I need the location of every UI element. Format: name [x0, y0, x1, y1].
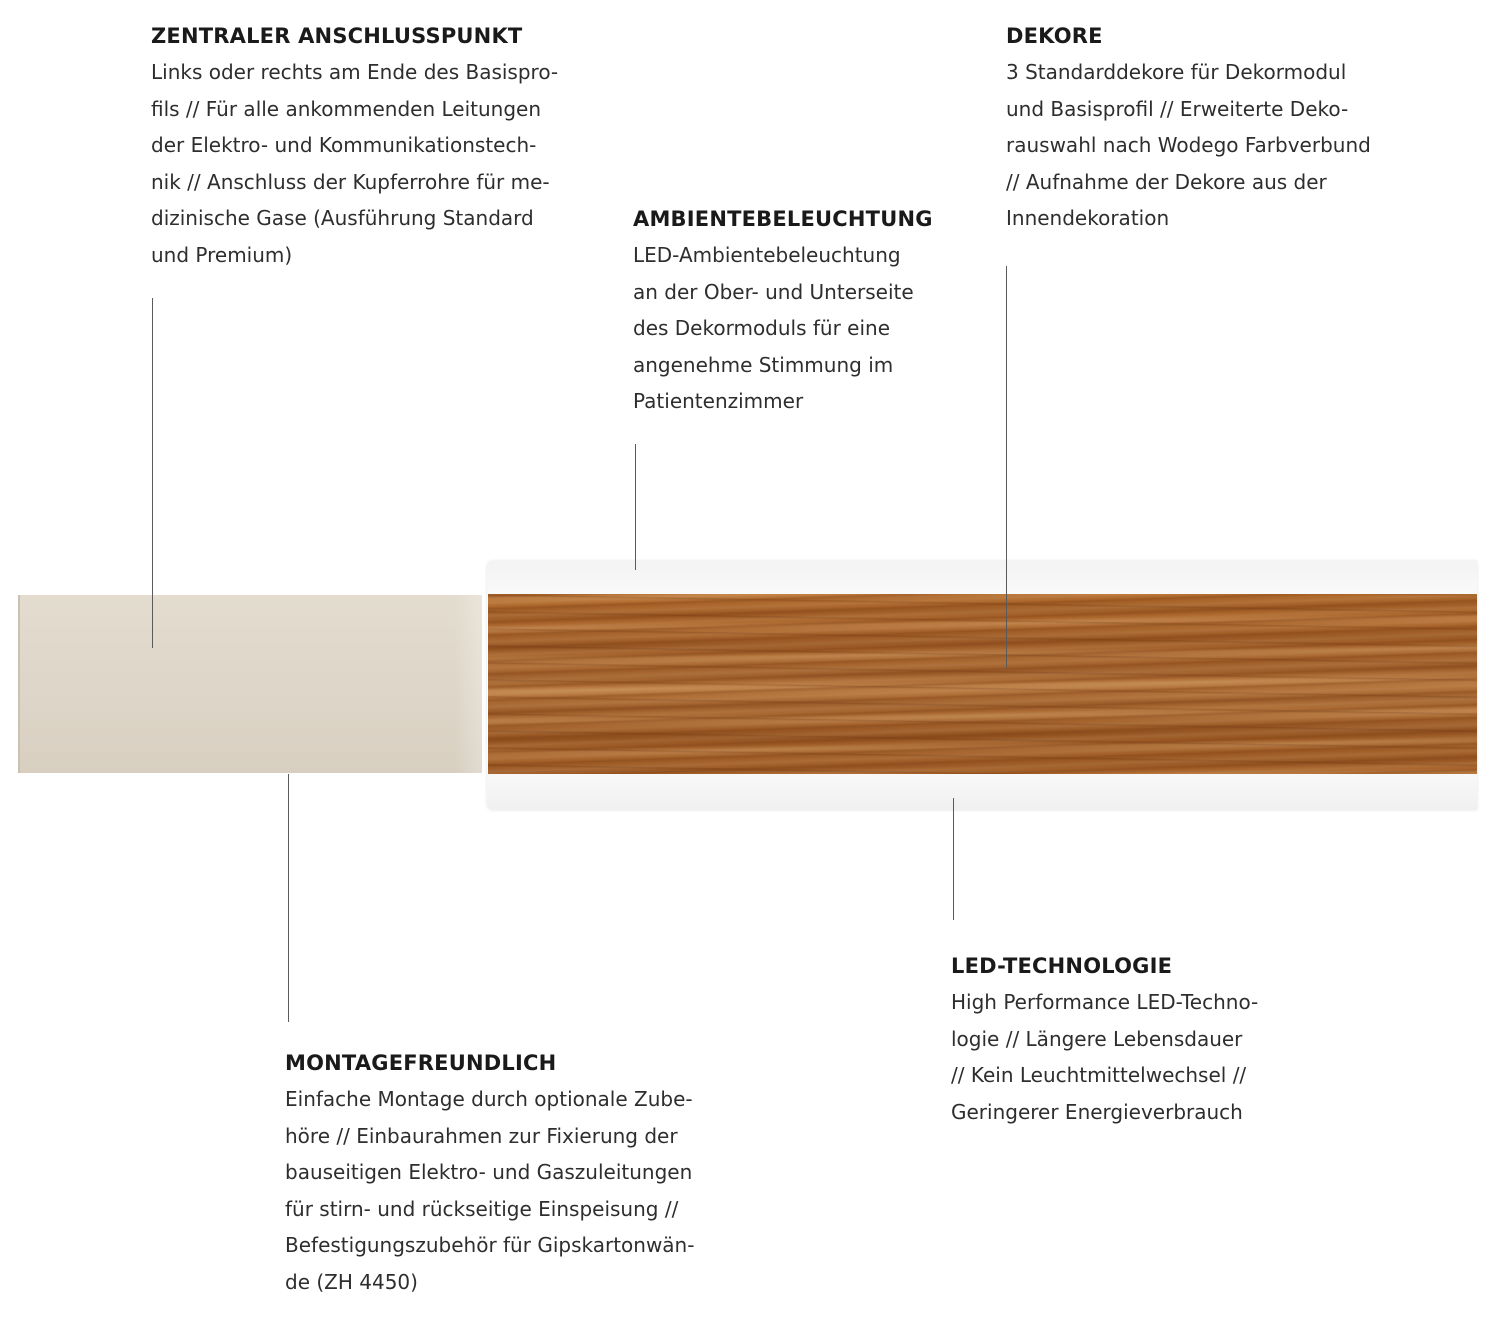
callout-dekore	[1006, 18, 1371, 237]
callout-text-line: des Dekormoduls für eine	[633, 316, 891, 340]
callout-text-line: höre // Einbaurahmen zur Fixierung der	[285, 1123, 678, 1148]
base-profile-edge-shade	[454, 595, 482, 773]
callout-text-line: Patientenzimmer	[633, 389, 804, 413]
callout-title: MONTAGEFREUNDLICH	[285, 1051, 557, 1075]
callout-text-line: der Elektro- und Kommunikationstech-	[151, 133, 537, 157]
leader-line-anschluss	[152, 298, 153, 648]
callout-text-line: LED-Ambientebeleuchtung	[633, 243, 901, 267]
leader-line-ambiente	[635, 444, 636, 570]
leader-line-montage	[288, 774, 289, 1022]
callout-text-line: High Performance LED-Techno-	[951, 990, 1259, 1014]
callout-title: AMBIENTEBELEUCHTUNG	[633, 207, 933, 231]
callout-text-line: und Premium)	[151, 242, 293, 267]
callout-text-line: bauseitigen Elektro- und Gaszuleitungen	[285, 1160, 693, 1184]
callout-text-line: Einfache Montage durch optionale Zube-	[285, 1087, 693, 1111]
callout-led	[951, 948, 1258, 1130]
callout-text-line: und Basisprofil // Erweiterte Deko-	[1006, 96, 1349, 121]
callout-text-line: angenehme Stimmung im	[633, 352, 894, 377]
callout-text-line: dizinische Gase (Ausführung Standard	[151, 206, 534, 230]
leader-line-dekore	[1006, 266, 1007, 668]
leader-line-led	[953, 798, 954, 920]
callout-text-line: Geringerer Energieverbrauch	[951, 1099, 1243, 1124]
callout-text-line: de (ZH 4450)	[285, 1269, 418, 1294]
callout-text-line: an der Ober- und Unterseite	[633, 279, 914, 304]
callout-text-line: // Aufnahme der Dekore aus der	[1006, 169, 1327, 194]
callout-text-line: // Kein Leuchtmittelwechsel //	[951, 1063, 1247, 1087]
wood-decor-module	[488, 594, 1477, 774]
callout-text-line: Befestigungszubehör für Gipskartonwän-	[285, 1233, 695, 1257]
callout-text-line: für stirn- und rückseitige Einspeisung //	[285, 1196, 679, 1221]
callout-text-line: fils // Für alle ankommenden Leitungen	[151, 96, 541, 121]
callout-text-line: 3 Standarddekore für Dekormodul	[1006, 60, 1347, 84]
callout-ambiente	[633, 201, 933, 420]
callout-text-line: Links oder rechts am Ende des Basispro-	[151, 60, 559, 84]
base-profile	[18, 595, 482, 773]
callout-title: DEKORE	[1006, 24, 1103, 48]
callout-text-line: Innendekoration	[1006, 206, 1170, 230]
callout-montage	[285, 1045, 694, 1300]
callout-title: ZENTRALER ANSCHLUSSPUNKT	[151, 24, 523, 48]
callout-text-line: nik // Anschluss der Kupferrohre für me-	[151, 169, 550, 194]
callout-anschluss	[151, 18, 558, 273]
callout-title: LED-TECHNOLOGIE	[951, 954, 1173, 978]
callout-text-line: rauswahl nach Wodego Farbverbund	[1006, 133, 1371, 157]
callout-text-line: logie // Längere Lebensdauer	[951, 1026, 1243, 1051]
